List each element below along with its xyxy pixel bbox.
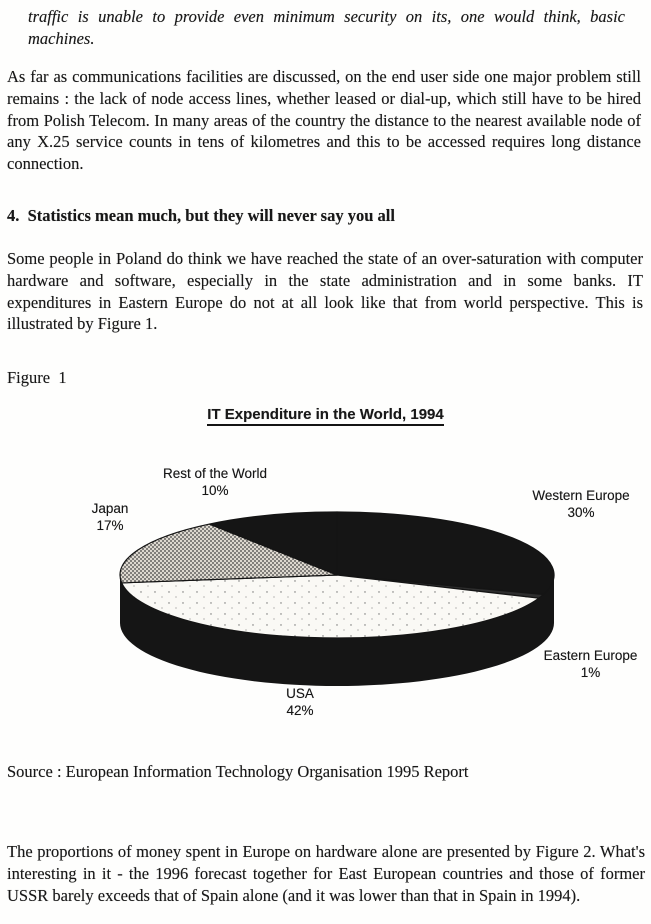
- chart-title-text: IT Expenditure in the World, 1994: [207, 406, 443, 426]
- label-western-europe: [512, 488, 650, 521]
- label-usa-name: USA: [286, 686, 314, 701]
- label-japan-name: Japan: [91, 501, 129, 516]
- label-eastern-europe-name: Eastern Europe: [543, 648, 638, 663]
- label-rest-of-the-world-name: Rest of the World: [162, 466, 268, 481]
- section-heading: 4. Statistics mean much, but they will never say you all: [7, 206, 395, 225]
- label-western-europe-pct: 30%: [567, 504, 595, 520]
- figure-1-chart-area: [0, 400, 651, 740]
- paragraph-statistics: Some people in Poland do think we have reached the state of an over-saturation with computer hardware and software, especially in the state administration and in some banks. IT expenditures in Eastern Europe do not at all look like that from world perspective. This is illustrated by Figure 1.: [7, 249, 648, 334]
- label-rest-of-the-world-pct: 10%: [201, 482, 229, 498]
- label-eastern-europe-pct: 1%: [580, 664, 601, 680]
- paragraph-communications: As far as communications facilities are discussed, on the end user side one major problem still remains : the lack of node access lines, whether leased or dial-up, which still have to be hired from Polish Telecom. In many areas of the country the distance to the nearest available node of any X.25 service counts in tens of kilometres and this to be accessed requires long distance connection.: [7, 67, 646, 174]
- figure-caption-label: Figure 1: [7, 368, 67, 387]
- pie-chart: [110, 500, 570, 700]
- label-western-europe-name: Western Europe: [532, 488, 630, 503]
- source-line: Source : European Information Technology Organisation 1995 Report: [7, 762, 469, 781]
- carryover-italic-text: traffic is unable to provide even minimum security on its, one would think, basic machines.: [28, 7, 630, 48]
- label-usa: [250, 686, 350, 719]
- paragraph-figure2: The proportions of money spent in Europe on hardware alone are presented by Figure 2. What's interesting in it - the 1996 forecast together for East European countries and those of former USSR barely exceeds that of Spain alone (and it was lower than that in Spain in 1994).: [7, 842, 650, 905]
- label-rest-of-the-world: [115, 466, 315, 499]
- label-japan: [62, 501, 158, 534]
- chart-title: [0, 406, 651, 423]
- label-japan-pct: 17%: [96, 517, 124, 533]
- label-usa-pct: 42%: [286, 702, 314, 718]
- label-eastern-europe: [528, 648, 651, 681]
